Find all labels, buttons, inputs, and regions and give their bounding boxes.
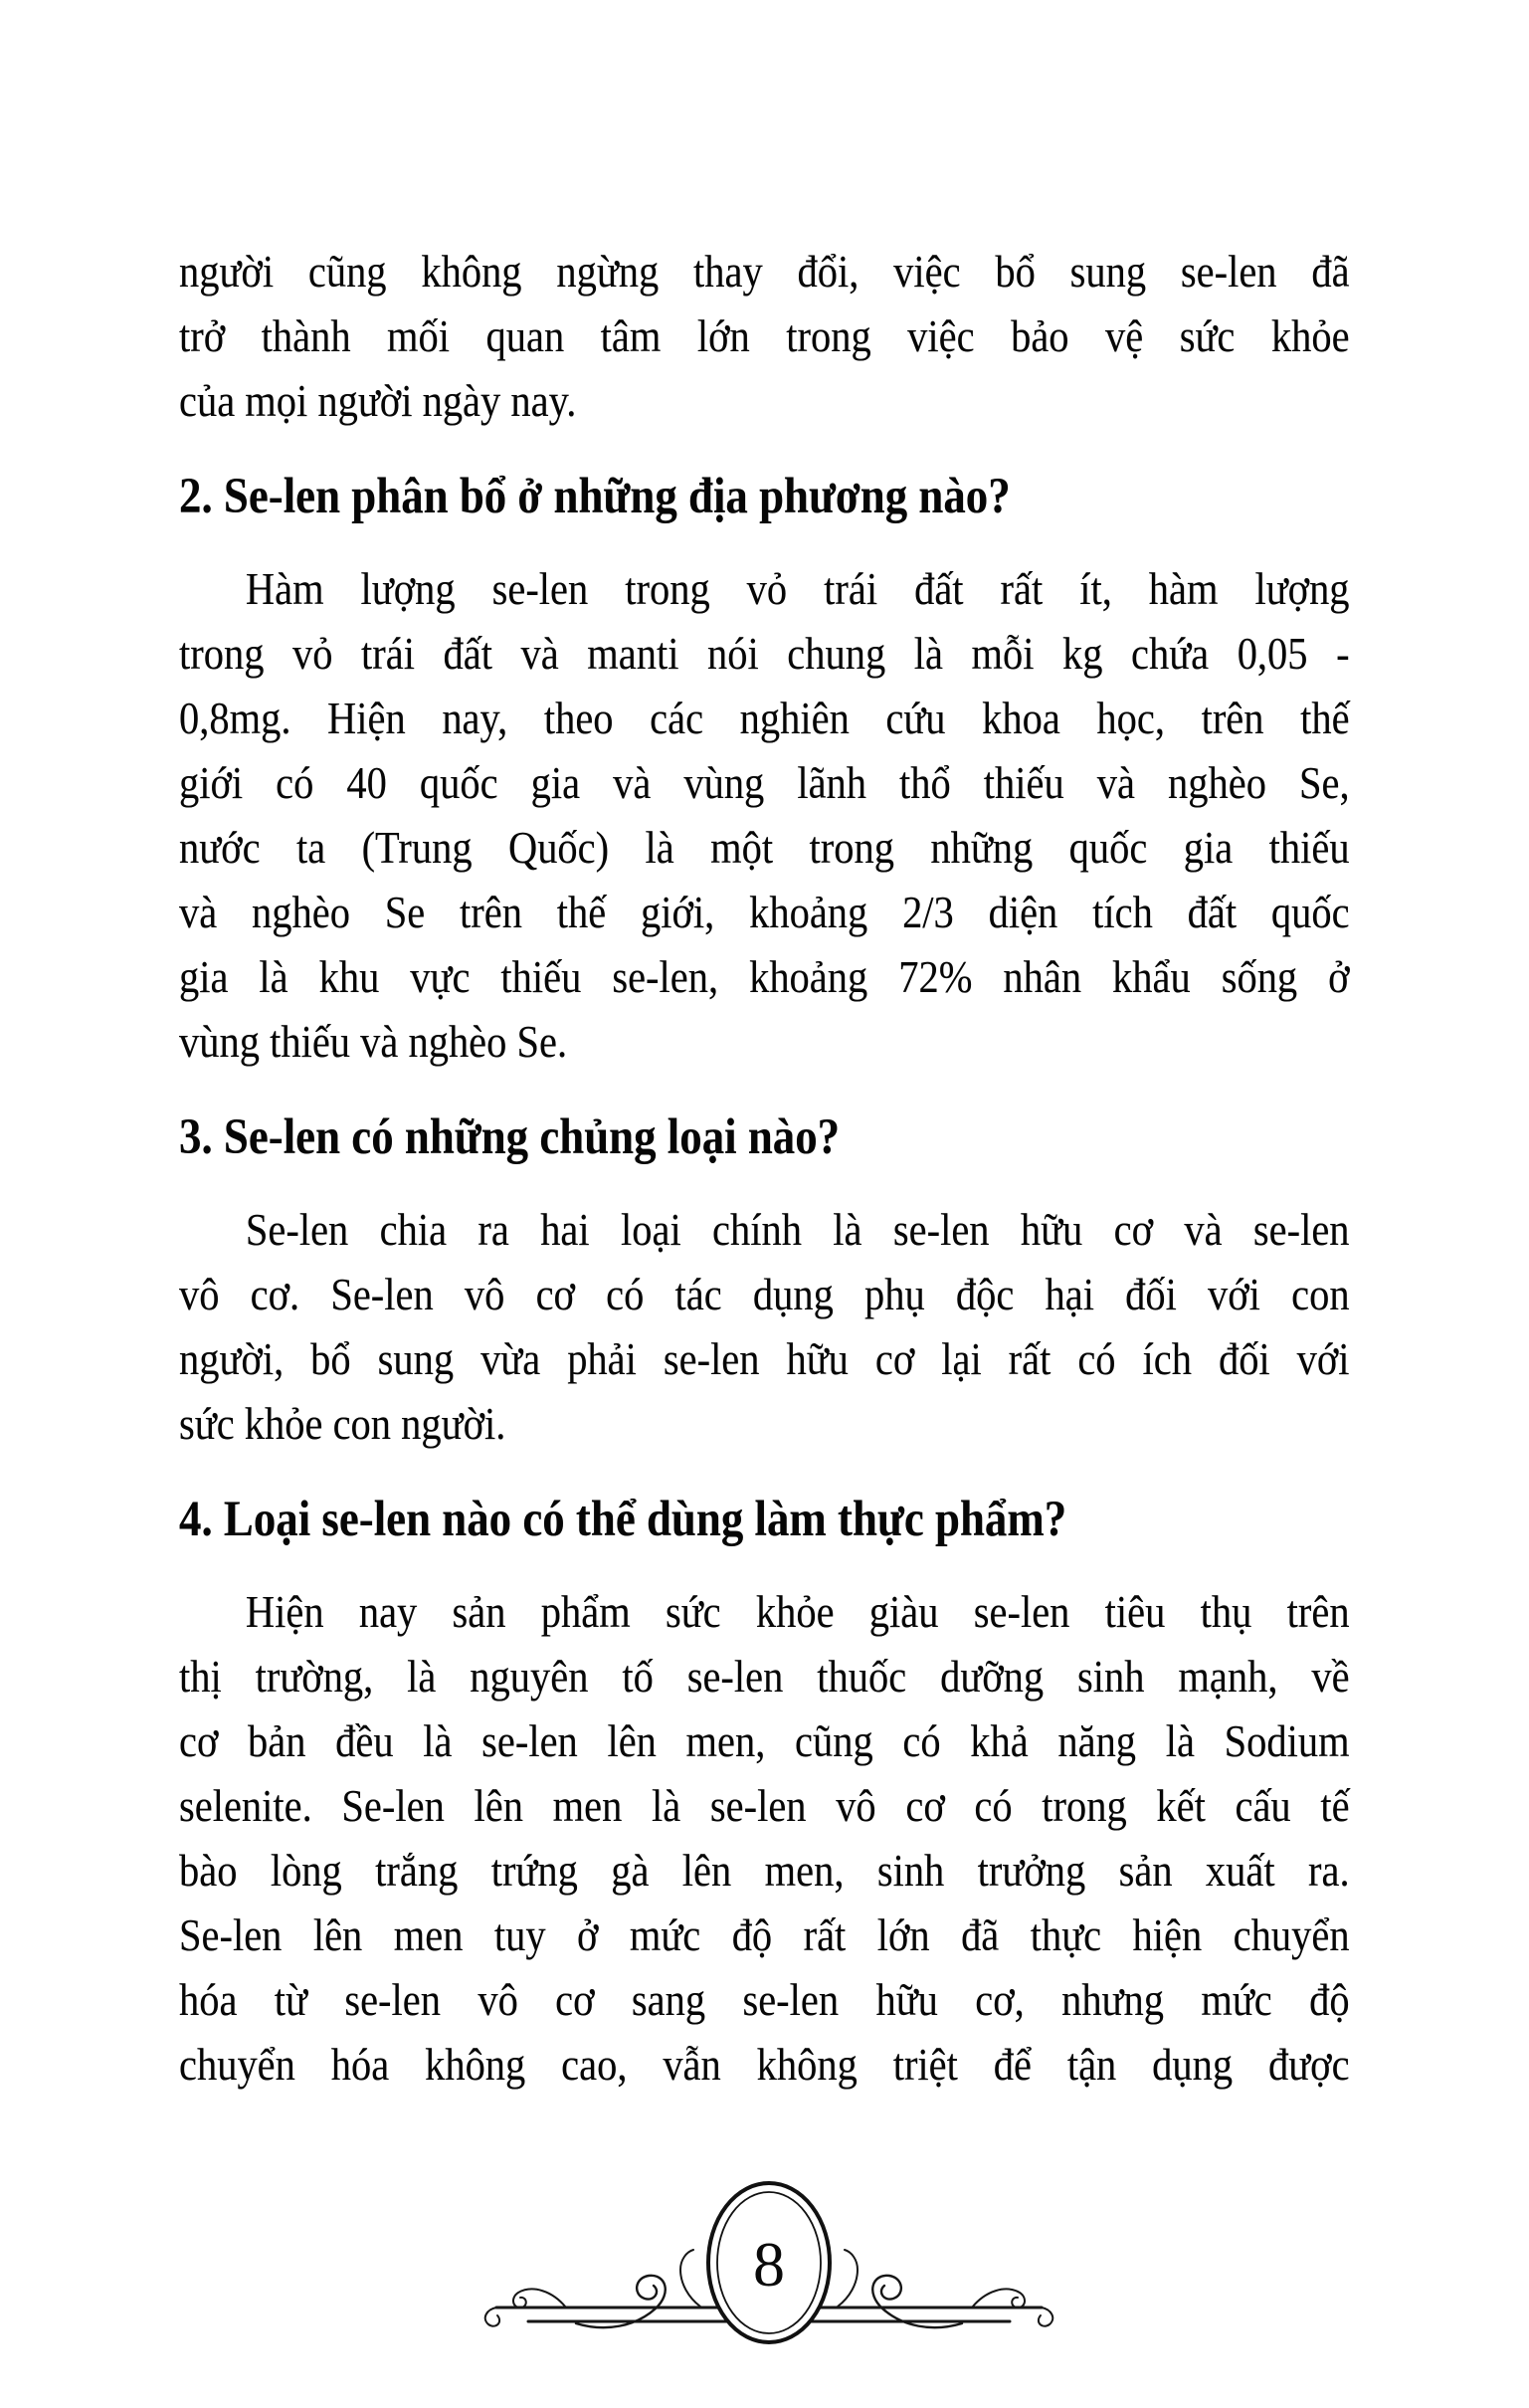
section-heading: 2. Se-len phân bổ ở những địa phương nào? [179,469,1011,524]
paragraph-line: giới có 40 quốc gia và vùng lãnh thổ thiếu và nghèo Se, [179,757,1350,808]
paragraph-line: vô cơ. Se-len vô cơ có tác dụng phụ độc hại đối với con [179,1269,1350,1319]
paragraph [179,1579,1350,2097]
page-number: 8 [753,2229,785,2300]
paragraph [179,239,1350,433]
paragraph [179,1197,1350,1456]
paragraph-line: chuyển hóa không cao, vẫn không triệt để tận dụng được [179,2039,1350,2090]
paragraph-line: và nghèo Se trên thế giới, khoảng 2/3 diện tích đất quốc [179,887,1350,937]
paragraph-line: vùng thiếu và nghèo Se. [179,1016,568,1067]
paragraph [179,556,1350,1074]
paragraph-line: người cũng không ngừng thay đổi, việc bổ sung se-len đã [179,246,1350,297]
paragraph-line: bào lòng trắng trứng gà lên men, sinh trưởng sản xuất ra. [179,1845,1350,1896]
paragraph-line: trong vỏ trái đất và manti nói chung là mỗi kg chứa 0,05 - [179,628,1350,679]
page-footer [480,2181,1057,2348]
paragraph-line: gia là khu vực thiếu se-len, khoảng 72% nhân khẩu sống ở [179,951,1350,1002]
paragraph-line: hóa từ se-len vô cơ sang se-len hữu cơ, nhưng mức độ [179,1974,1350,2025]
paragraph-line: người, bổ sung vừa phải se-len hữu cơ lại rất có ích đối với [179,1333,1350,1384]
paragraph-line: Hiện nay sản phẩm sức khỏe giàu se-len tiêu thụ trên [245,1586,1350,1637]
section-heading: 3. Se-len có những chủng loại nào? [179,1109,841,1165]
paragraph-line: Se-len lên men tuy ở mức độ rất lớn đã thực hiện chuyển [179,1909,1350,1960]
paragraph-line: Hàm lượng se-len trong vỏ trái đất rất ít, hàm lượng [245,563,1350,614]
paragraph-line: Se-len chia ra hai loại chính là se-len hữu cơ và se-len [245,1204,1350,1255]
paragraph-line: cơ bản đều là se-len lên men, cũng có khả năng là Sodium [179,1715,1350,1766]
paragraph-line: nước ta (Trung Quốc) là một trong những quốc gia thiếu [179,822,1350,873]
paragraph-line: của mọi người ngày nay. [179,375,577,426]
page-content [179,239,1350,2097]
paragraph-line: 0,8mg. Hiện nay, theo các nghiên cứu khoa học, trên thế [179,693,1350,743]
flourish-divider-icon [480,2181,1057,2348]
section-heading: 4. Loại se-len nào có thể dùng làm thực phẩm? [179,1492,1067,1547]
paragraph-line: sức khỏe con người. [179,1398,506,1449]
paragraph-line: trở thành mối quan tâm lớn trong việc bảo vệ sức khỏe [179,310,1350,361]
paragraph-line: thị trường, là nguyên tố se-len thuốc dưỡng sinh mạnh, về [179,1651,1350,1702]
paragraph-line: selenite. Se-len lên men là se-len vô cơ có trong kết cấu tế [179,1780,1350,1831]
